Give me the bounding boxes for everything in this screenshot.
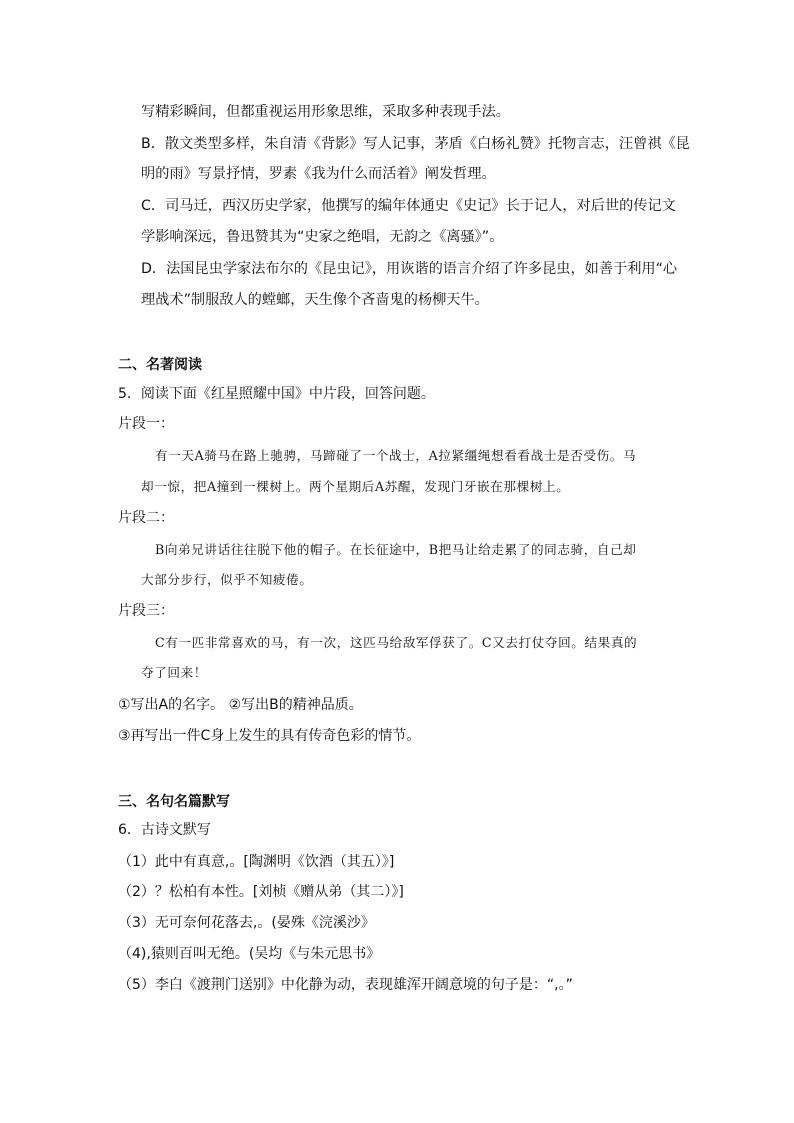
fragment-3-line-1: C有一匹非常喜欢的马，有一次，这匹马给敌军俘获了。C又去打仗夺回。结果真的 (155, 635, 638, 650)
recitation-item-4: （4),猿则百叫无绝。(吴均《与朱元思书》 (118, 946, 381, 962)
fragment-3-label: 片段三： (118, 603, 174, 619)
section-3-heading: 三、名句名篇默写 (118, 794, 230, 810)
sub-question-3: ③再写出一件C身上发生的具有传奇色彩的情节。 (118, 728, 421, 744)
option-c-line-2: 学影响深远，鲁迅赞其为“史家之绝唱，无韵之《离骚》”。 (141, 229, 504, 245)
fragment-2-label: 片段二： (118, 510, 174, 526)
option-a-continued: 写精彩瞬间，但都重视运用形象思维，采取多种表现手法。 (141, 104, 510, 120)
fragment-2-line-1: B向弟兄讲话往往脱下他的帽子。在长征途中，B把马让给走累了的同志骑，自己却 (155, 542, 637, 557)
recitation-item-2: （2）？松柏有本性。[刘桢《赠从弟（其二）》] (118, 884, 404, 900)
fragment-3-line-2: 夺了回来！ (141, 665, 207, 680)
sub-questions-1-2: ①写出A的名字。 ②写出B的精神品质。 (118, 697, 363, 713)
option-b-line-2: 明的雨》写景抒情，罗素《我为什么而活着》阐发哲理。 (141, 166, 496, 182)
fragment-1-line-2: 却一惊，把A撞到一棵树上。两个星期后A苏醒，发现门牙嵌在那棵树上。 (141, 479, 570, 494)
question-6: 6．古诗文默写 (118, 822, 211, 838)
recitation-item-3: （3）无可奈何花落去,。(晏殊《浣溪沙》 (118, 915, 375, 931)
fragment-1-label: 片段一： (118, 416, 174, 432)
section-2-heading: 二、名著阅读 (118, 357, 202, 373)
option-c-line-1: C．司马迁，西汉历史学家，他撰写的编年体通史《史记》长于记人，对后世的传记文 (141, 198, 676, 214)
fragment-2-line-2: 大部分步行，似乎不知疲倦。 (141, 572, 313, 587)
recitation-item-5: （5）李白《渡荆门送别》中化静为动，表现雄浑开阔意境的句子是：“,。” (118, 977, 573, 993)
option-d-line-1: D．法国昆虫学家法布尔的《昆虫记》，用诙谐的语言介绍了许多昆虫，如善于利用“心 (141, 261, 678, 277)
question-5: 5．阅读下面《红星照耀中国》中片段，回答问题。 (118, 386, 435, 402)
option-b-line-1: B．散文类型多样，朱自清《背影》写人记事，茅盾《白杨礼赞》托物言志，汪曾祺《昆 (141, 136, 690, 152)
option-d-line-2: 理战术”制服敌人的螳螂，天生像个吝啬鬼的杨柳天牛。 (141, 292, 489, 308)
recitation-item-1: （1）此中有真意,。[陶渊明《饮酒（其五）》] (118, 854, 395, 870)
fragment-1-line-1: 有一天A骑马在路上驰骋，马蹄碰了一个战士，A拉紧缰绳想看看战士是否受伤。马 (155, 448, 637, 463)
